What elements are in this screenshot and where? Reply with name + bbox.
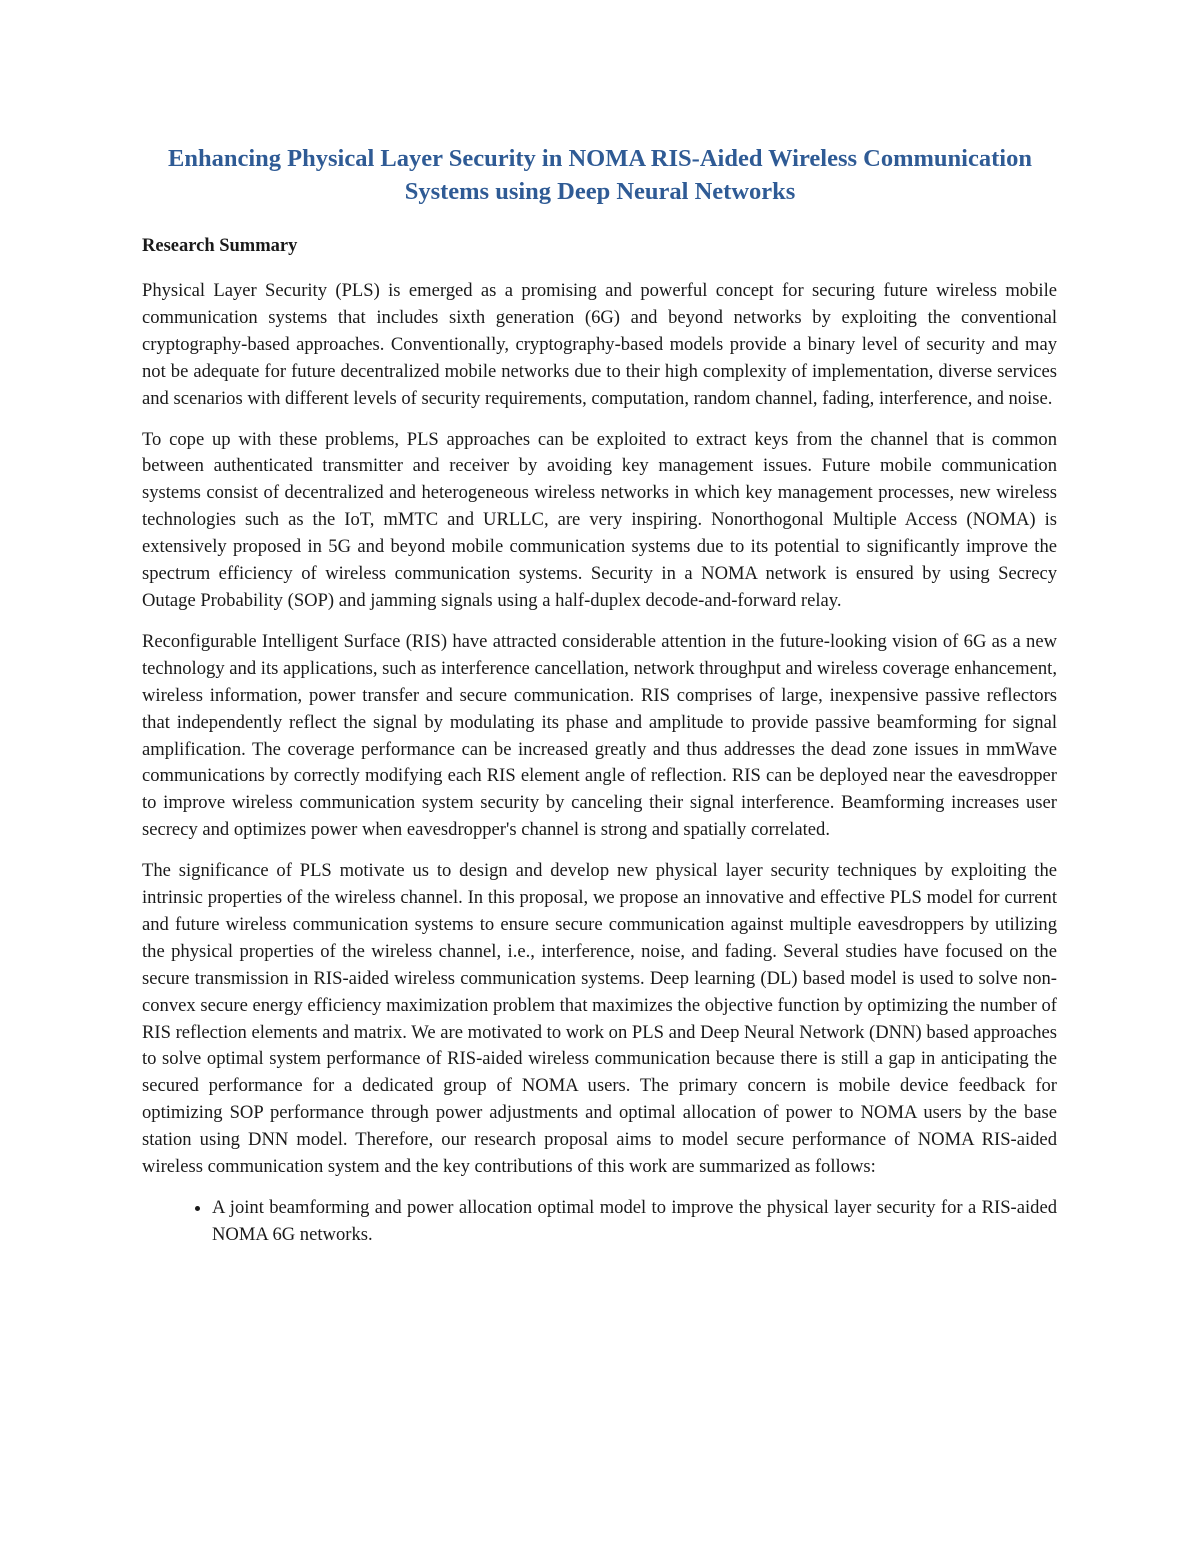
paragraph: To cope up with these problems, PLS approaches can be exploited to extract keys from the channel that is common between authenticated transmitter and receiver by avoiding key management issues. Future mobile communication systems consist of decentralized and heterogeneous wireless networks in which key management processes, new wireless technologies such as the IoT, mMTC and URLLC, are very inspiring. Nonorthogonal Multiple Access (NOMA) is extensively proposed in 5G and beyond mobile communication systems due to its potential to significantly improve the spectrum efficiency of wireless communication systems. Security in a NOMA network is ensured by using Secrecy Outage Probability (SOP) and jamming signals using a half-duplex decode-and-forward relay. — [142, 428, 1057, 611]
document-body — [142, 278, 1057, 1249]
document-title: Enhancing Physical Layer Security in NOMA RIS-Aided Wireless Communication Systems using Deep Neural Networks — [168, 145, 1032, 205]
list-item: • A joint beamforming and power allocation optimal model to improve the physical layer security for a RIS-aided NOMA 6G networks. — [212, 1195, 1057, 1249]
paragraph: The significance of PLS motivate us to design and develop new physical layer security techniques by exploiting the intrinsic properties of the wireless channel. In this proposal, we propose an innovative and effective PLS model for current and future wireless communication systems to ensure secure communication against multiple eavesdroppers by utilizing the physical properties of the wireless channel, i.e., interference, noise, and fading. Several studies have focused on the secure transmission in RIS-aided wireless communication systems. Deep learning (DL) based model is used to solve non-convex secure energy efficiency maximization problem that maximizes the objective function by optimizing the number of RIS reflection elements and matrix. We are motivated to work on PLS and Deep Neural Network (DNN) based approaches to solve optimal system performance of RIS-aided wireless communication because there is still a gap in anticipating the secured performance for a dedicated group of NOMA users. The primary concern is mobile device feedback for optimizing SOP performance through power adjustments and optimal allocation of power to NOMA users by the base station using DNN model. Therefore, our research proposal aims to model secure performance of NOMA RIS-aided wireless communication system and the key contributions of this work are summarized as follows: — [142, 860, 1057, 1178]
paragraph: Reconfigurable Intelligent Surface (RIS) have attracted considerable attention in the future-looking vision of 6G as a new technology and its applications, such as interference cancellation, network throughput and wireless coverage enhancement, wireless information, power transfer and secure communication. RIS comprises of large, inexpensive passive reflectors that independently reflect the signal by modulating its phase and amplitude to provide passive beamforming for signal amplification. The coverage performance can be increased greatly and thus addresses the dead zone issues in mmWave communications by correctly modifying each RIS element angle of reflection. RIS can be deployed near the eavesdropper to improve wireless communication system security by canceling their signal interference. Beamforming increases user secrecy and optimizes power when eavesdropper's channel is strong and spatially correlated. — [142, 630, 1057, 841]
contributions-list — [142, 1195, 1057, 1249]
paragraph: Physical Layer Security (PLS) is emerged as a promising and powerful concept for securing future wireless mobile communication systems that includes sixth generation (6G) and beyond networks by exploiting the conventional cryptography-based approaches. Conventionally, cryptography-based models provide a binary level of security and may not be adequate for future decentralized mobile networks due to their high complexity of implementation, diverse services and scenarios with different levels of security requirements, computation, random channel, fading, interference, and noise. — [142, 280, 1057, 409]
section-heading: Research Summary — [142, 236, 298, 256]
